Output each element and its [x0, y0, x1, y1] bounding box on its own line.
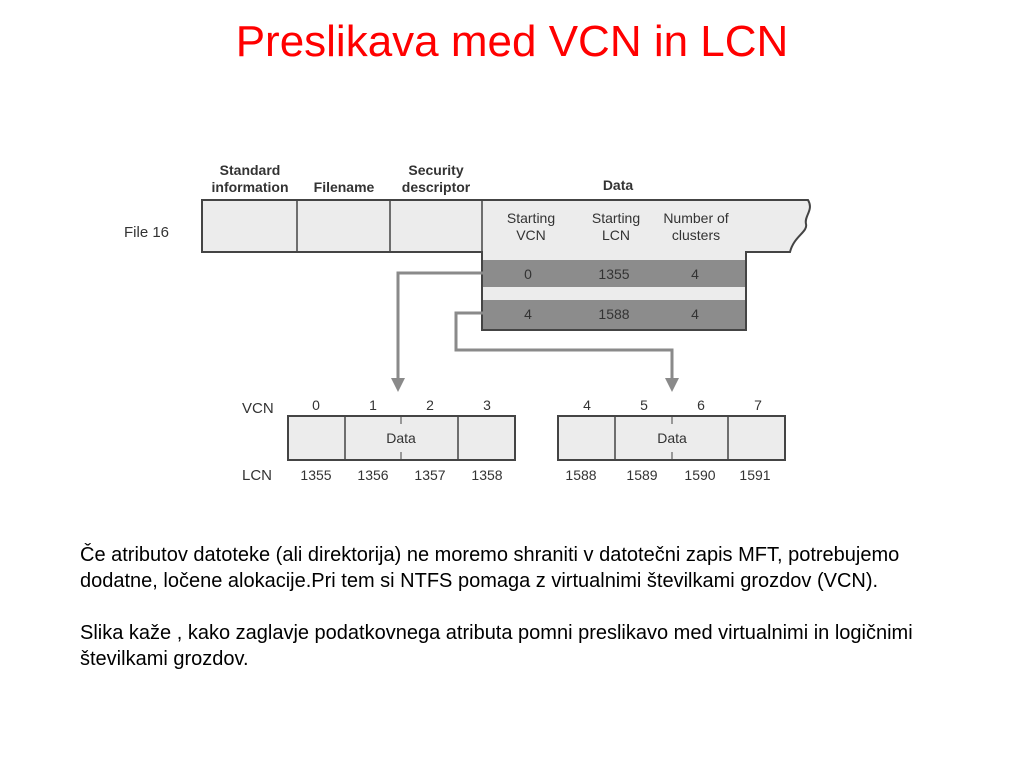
- run-1-vcn-3: 3: [483, 397, 491, 413]
- col-number-of-clusters-line1: Number of: [663, 210, 729, 226]
- cluster-run-1: [288, 397, 515, 483]
- run-1-data-label: Data: [386, 430, 416, 446]
- run-2-lcn-2: 1590: [684, 467, 716, 483]
- run-2-vcn-3: 7: [754, 397, 762, 413]
- slide-title: Preslikava med VCN in LCN: [235, 17, 789, 66]
- run-1-vcn-1: 1: [369, 397, 377, 413]
- run-1-lcn-2: 1357: [414, 467, 446, 483]
- run-2-starting-lcn: 1588: [598, 306, 630, 322]
- paragraph-1: Če atributov datoteke (ali direktorija) ne moremo shraniti v datotečni zapis MFT, potrebujemo dodatne, ločene alokacije.Pri tem si NTFS pomaga z virtualnimi številkami grozdov (VCN).: [80, 544, 900, 592]
- run-1-vcn-2: 2: [426, 397, 434, 413]
- header-security-descriptor-line2: descriptor: [401, 179, 471, 195]
- arrow-run-2-head: [665, 378, 679, 392]
- run-2-vcn-1: 5: [640, 397, 648, 413]
- header-security-descriptor-line1: Security: [408, 162, 464, 178]
- run-2-vcn-0: 4: [583, 397, 591, 413]
- cluster-run-2: [558, 397, 785, 483]
- run-1-starting-vcn: 0: [524, 266, 532, 282]
- paragraph-2: Slika kaže , kako zaglavje podatkovnega atributa pomni preslikavo med virtualnimi in logičnimi številkami grozdov.: [80, 622, 913, 670]
- vcn-axis-label: VCN: [242, 400, 274, 417]
- run-1-lcn-1: 1356: [357, 467, 389, 483]
- header-standard-information-line1: Standard: [219, 162, 281, 178]
- arrow-run-1: [398, 273, 483, 380]
- run-2-lcn-0: 1588: [565, 467, 597, 483]
- record-headers: [212, 162, 634, 195]
- lcn-axis-label: LCN: [242, 467, 273, 484]
- run-1-lcn-3: 1358: [471, 467, 503, 483]
- run-2-lcn-1: 1589: [626, 467, 658, 483]
- run-2-cluster-count: 4: [691, 306, 699, 322]
- run-1-vcn-0: 0: [312, 397, 320, 413]
- header-data: Data: [602, 177, 634, 193]
- col-starting-vcn-line1: Starting: [506, 210, 556, 226]
- arrow-run-1-head: [391, 378, 405, 392]
- run-1-lcn-0: 1355: [300, 467, 332, 483]
- header-standard-information-line2: information: [211, 179, 289, 195]
- run-1-cluster-count: 4: [691, 266, 699, 282]
- run-table-headers: [507, 210, 729, 243]
- run-2-starting-vcn: 4: [524, 306, 532, 322]
- run-1-starting-lcn: 1355: [598, 266, 630, 282]
- header-filename: Filename: [313, 179, 375, 195]
- col-starting-lcn-line2: LCN: [601, 227, 631, 243]
- run-2-lcn-3: 1591: [739, 467, 771, 483]
- col-starting-vcn-line2: VCN: [516, 227, 546, 243]
- col-number-of-clusters-line2: clusters: [671, 227, 721, 243]
- file-16-label: File 16: [124, 224, 170, 241]
- body-text: [80, 542, 960, 698]
- run-2-data-label: Data: [657, 430, 687, 446]
- run-2-vcn-2: 6: [697, 397, 705, 413]
- col-starting-lcn-line1: Starting: [591, 210, 641, 226]
